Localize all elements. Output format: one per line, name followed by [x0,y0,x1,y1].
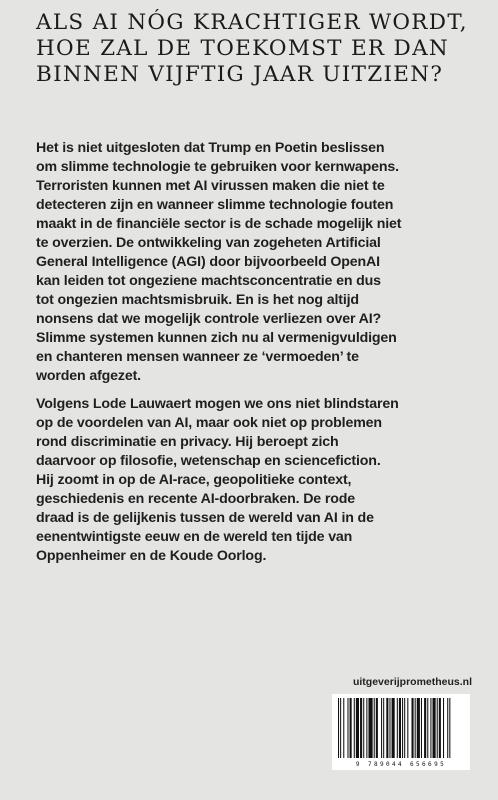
text-line: en chanteren mensen wanneer ze ‘vermoeden’ te [36,349,359,365]
text-line: te overzien. De ontwikkeling van zogeheten Artificial [36,235,381,251]
barcode-digits: 9 789044 656695 [355,761,447,768]
text-line: worden afgezet. [36,368,141,384]
text-line: General Intelligence (AGI) door bijvoorbeeld OpenAI [36,254,380,270]
text-line: Volgens Lode Lauwaert mogen we ons niet blindstaren [36,396,399,412]
text-line: maakt in de financiële sector is de schade mogelijk niet [36,216,402,232]
text-line: Hij zoomt in op de AI-race, geopolitieke context, [36,472,352,488]
text-line: eenentwintigste eeuw en de wereld ten tijde van [36,529,353,545]
text-line: nonsens dat we mogelijk controle verliezen over AI? [36,311,382,327]
text-line: Het is niet uitgesloten dat Trump en Poetin beslissen [36,140,385,156]
text-line: Slimme systemen kunnen zich nu al vermenigvuldigen [36,330,397,346]
text-line: draad is de gelijkenis tussen de wereld van AI in de [36,510,374,526]
blurb-paragraph-2 [36,395,476,566]
text-line: daarvoor op filosofie, wetenschap en sciencefiction. [36,453,381,469]
isbn-barcode [332,694,470,770]
heading-line: ALS AI NÓG KRACHTIGER WORDT, [36,10,468,35]
text-line: tot ongezien machtsmisbruik. En is het nog altijd [36,292,359,308]
text-line: kan leiden tot ongeziene machtsconcentratie en dus [36,273,381,289]
barcode-bars [332,694,470,760]
heading-line: BINNEN VIJFTIG JAAR UITZIEN? [36,62,444,87]
heading-line: HOE ZAL DE TOEKOMST ER DAN [36,36,450,61]
text-line: Oppenheimer en de Koude Oorlog. [36,548,267,564]
text-line: Terroristen kunnen met AI virussen maken die niet te [36,178,385,194]
text-line: geschiedenis en recente AI-doorbraken. De rode [36,491,355,507]
blurb-paragraph-1 [36,139,476,386]
text-line: detecteren zijn en wanneer slimme technologie fouten [36,197,394,213]
text-line: op de voordelen van AI, maar ook niet op problemen [36,415,382,431]
text-line: om slimme technologie te gebruiken voor kernwapens. [36,159,399,175]
text-line: rond discriminatie en privacy. Hij beroept zich [36,434,339,450]
publisher-url: uitgeverijprometheus.nl [352,676,472,688]
cover-heading [36,10,486,88]
